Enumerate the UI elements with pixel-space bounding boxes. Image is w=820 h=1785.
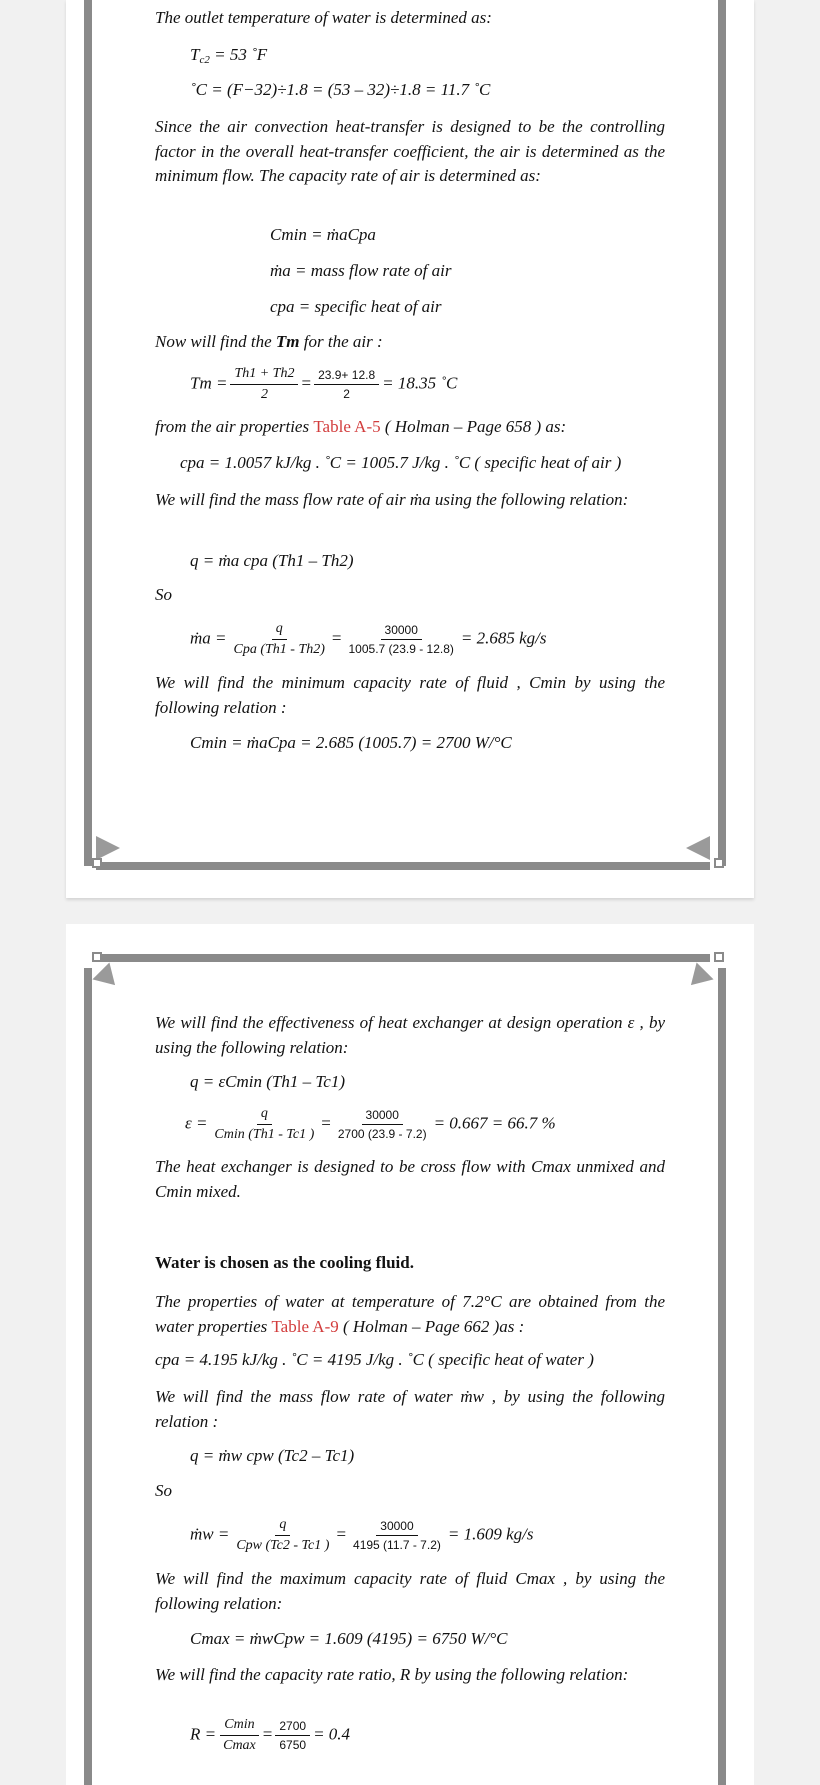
corner-triangle-right: [686, 836, 710, 860]
crossflow-statement: The heat exchanger is designed to be cross flow with Cmax unmixed and Cmin mixed.: [155, 1157, 665, 1201]
table-a5-link[interactable]: Table A-5: [313, 417, 381, 436]
air-properties-source: from the air properties Table A-5 ( Holman – Page 658 ) as:: [155, 417, 567, 436]
so-label-2: So: [155, 1481, 172, 1500]
ma-definition: ṁa = mass flow rate of air: [270, 261, 452, 280]
epsilon-equation: ε = $\frac{q}{Cmin (Th1 - Tc1 )}$ = $\frac{30000}{2700 (23.9 - 7.2)}$ = 0.667 = 66.7 %: [185, 1106, 556, 1142]
page-border-bottom: [96, 862, 710, 870]
corner-mark-left: [92, 952, 102, 962]
air-paragraph: Since the air convection heat-transfer is designed to be the controlling factor in the overall heat-transfer coefficient, the air is determined as the minimum flow. The capacity rate of air is determined as:: [155, 117, 665, 185]
table-a9-link[interactable]: Table A-9: [271, 1316, 339, 1336]
corner-triangle-left: [92, 962, 123, 993]
tm-intro: Now will find the Tm for the air :: [155, 332, 383, 351]
cpw-value: cpa = 4.195 kJ/kg . ˚C = 4195 J/kg . ˚C ( specific heat of water ): [155, 1350, 594, 1369]
page-border-right: [718, 968, 726, 1785]
cmax-intro: We will find the maximum capacity rate of fluid Cmax , by using the following relation:: [155, 1569, 665, 1613]
cpa-definition: cpa = specific heat of air: [270, 297, 442, 316]
so-label: So: [155, 585, 172, 604]
page-border-left: [84, 0, 92, 866]
r-intro: We will find the capacity rate ratio, R by using the following relation:: [155, 1665, 629, 1684]
corner-mark-right: [714, 858, 724, 868]
corner-mark-right: [714, 952, 724, 962]
ma-equation: ṁa = $\frac{q}{\text{Cpa (Th1 - Th2)}}$ = $\frac{30000}{1005.7 (23.9 - 12.8)}$ = 2.685 kg/s: [190, 621, 547, 657]
mw-equation: ṁw = $\frac{q}{\text{Cpw (Tc2 - Tc1 )}}$ = $\frac{30000}{4195 (11.7 - 7.2)}$ = 1.609 kg/s: [190, 1517, 534, 1553]
corner-mark-left: [92, 858, 102, 868]
water-properties: The properties of water at temperature of 7.2°C are obtained from the water properties Table A-9 ( Holman – Page 662 )as :: [155, 1292, 665, 1336]
page-border-left: [84, 968, 92, 1785]
tm-equation: Tm = $\frac{Th1 + Th2}{2}$ = $\frac{23.9+ 12.8}{2}$ = 18.35 ˚C: [190, 366, 458, 402]
corner-triangle-left: [96, 836, 120, 860]
effectiveness-intro: We will find the effectiveness of heat exchanger at design operation ε , by using the following relation:: [155, 1013, 665, 1057]
water-mass-flow-intro: We will find the mass flow rate of water ṁw , by using the following relation :: [155, 1387, 665, 1431]
cmax-equation: Cmax = ṁwCpw = 1.609 (4195) = 6750 W/°C: [190, 1629, 508, 1648]
mass-flow-intro: We will find the mass flow rate of air ṁa using the following relation:: [155, 490, 629, 509]
cmin-equation: Cmin = ṁaCpa = 2.685 (1005.7) = 2700 W/°C: [190, 733, 512, 752]
page-border-right: [718, 0, 726, 866]
cpa-value: cpa = 1.0057 kJ/kg . ˚C = 1005.7 J/kg . ˚C ( specific heat of air ): [180, 453, 622, 472]
q-water-equation: q = ṁw cpw (Tc2 – Tc1): [190, 1446, 355, 1465]
tc2-equation: $T_{c2} = 53$ ˚F: [190, 45, 268, 66]
corner-triangle-right: [682, 962, 713, 993]
conversion-equation: ˚C = (F−32)÷1.8 = (53 – 32)÷1.8 = 11.7 ˚C: [190, 80, 491, 99]
outlet-intro: The outlet temperature of water is determined as:: [155, 8, 492, 27]
q-effectiveness-equation: q = εCmin (Th1 – Tc1): [190, 1072, 345, 1091]
cmin-definition: Cmin = ṁaCpa: [270, 225, 376, 244]
page-border-top: [96, 954, 710, 962]
cmin-intro: We will find the minimum capacity rate of fluid , Cmin by using the following relation :: [155, 673, 665, 717]
r-equation: R = $\frac{Cmin}{Cmax}$ = $\frac{2700}{6750}$ = 0.4: [190, 1717, 351, 1753]
water-heading: Water is chosen as the cooling fluid.: [155, 1253, 414, 1272]
q-equation: q = ṁa cpa (Th1 – Th2): [190, 551, 354, 570]
